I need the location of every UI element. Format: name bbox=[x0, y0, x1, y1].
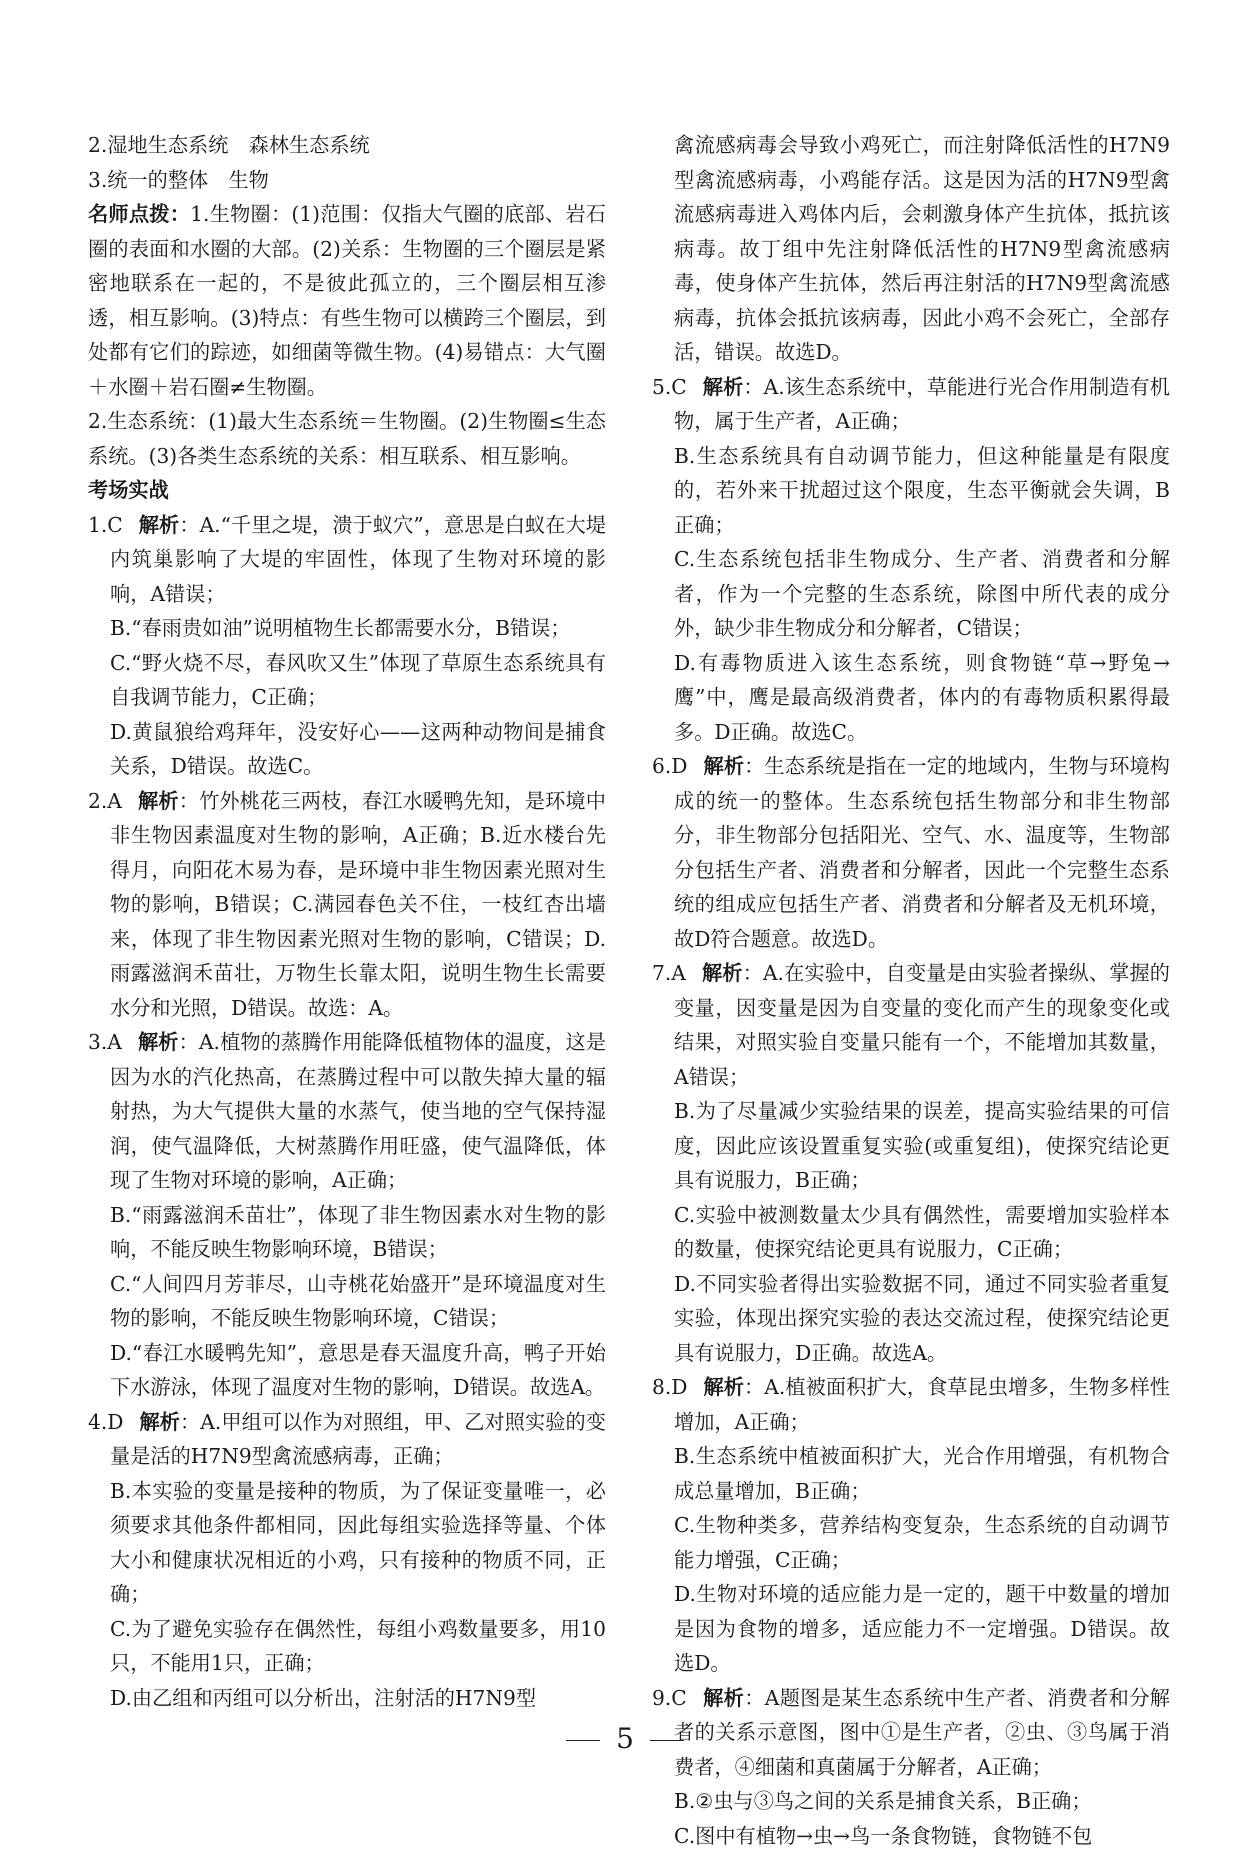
analysis-label: 解析 bbox=[139, 1410, 180, 1434]
analysis-label: 解析 bbox=[703, 1686, 745, 1710]
option-text: D.生物对环境的适应能力是一定的，题干中数量的增加是因为食物的增多，适应能力不一定增强。D错误。故选D。 bbox=[652, 1577, 1170, 1681]
analysis-label: 解析 bbox=[703, 754, 744, 778]
analysis-text: ：A.植被面积扩大，食草昆虫增多，生物多样性增加，A正确； bbox=[674, 1375, 1170, 1434]
answer-key: 1.C bbox=[88, 513, 123, 537]
dash-left bbox=[566, 1740, 600, 1741]
answer-key: 8.D bbox=[652, 1375, 687, 1399]
tips-paragraph-2: 2.生态系统：(1)最大生态系统＝生物圈。(2)生物圈≤生态系统。(3)各类生态系统的关系：相互联系、相互影响。 bbox=[88, 404, 606, 473]
option-text: B.生态系统具有自动调节能力，但这种能量是有限度的，若外来干扰超过这个限度，生态平衡就会失调，B正确； bbox=[652, 439, 1170, 543]
question-3 bbox=[88, 1025, 606, 1198]
answer-key: 9.C bbox=[652, 1686, 687, 1710]
analysis-text: ：A题图是某生态系统中生产者、消费者和分解者的关系示意图，图中①是生产者，②虫、③鸟属于消费者，④细菌和真菌属于分解者，A正确； bbox=[674, 1686, 1170, 1779]
question-5 bbox=[652, 370, 1170, 439]
option-text: C.实验中被测数量太少具有偶然性，需要增加实验样本的数量，使探究结论更具有说服力，C正确； bbox=[652, 1198, 1170, 1267]
answer-line: 2.湿地生态系统 森林生态系统 bbox=[88, 128, 606, 163]
option-text: C.生物种类多，营养结构变复杂，生态系统的自动调节能力增强，C正确； bbox=[652, 1508, 1170, 1577]
option-text: B.为了尽量减少实验结果的误差，提高实验结果的可信度，因此应该设置重复实验(或重复组)，使探究结论更具有说服力，B正确； bbox=[652, 1094, 1170, 1198]
option-text: D.有毒物质进入该生态系统，则食物链“草→野兔→鹰”中，鹰是最高级消费者，体内的有毒物质积累得最多。D正确。故选C。 bbox=[652, 646, 1170, 750]
option-text: B.生态系统中植被面积扩大，光合作用增强，有机物合成总量增加，B正确； bbox=[652, 1439, 1170, 1508]
analysis-text: ：A.在实验中，自变量是由实验者操纵、掌握的变量，因变量是因为自变量的变化而产生的现象变化或结果，对照实验自变量只能有一个，不能增加其数量，A错误； bbox=[674, 961, 1170, 1089]
option-text: B.“雨露滋润禾苗壮”，体现了非生物因素水对生物的影响，不能反映生物影响环境，B错误； bbox=[88, 1198, 606, 1267]
tips-paragraph bbox=[88, 197, 606, 404]
option-text: D.不同实验者得出实验数据不同，通过不同实验者重复实验，体现出探究实验的表达交流过程，使探究结论更具有说服力，D正确。故选A。 bbox=[652, 1267, 1170, 1371]
option-text: C.为了避免实验存在偶然性，每组小鸡数量要多，用10只，不能用1只，正确； bbox=[88, 1612, 606, 1681]
option-text: C.“人间四月芳菲尽，山寺桃花始盛开”是环境温度对生物的影响，不能反映生物影响环境，C错误； bbox=[88, 1267, 606, 1336]
analysis-text: ：生态系统是指在一定的地域内，生物与环境构成的统一的整体。生态系统包括生物部分和非生物部分，非生物部分包括阳光、空气、水、温度等，生物部分包括生产者、消费者和分解者，因此一个完整生态系统的组成应包括生产者、消费者和分解者及无机环境，故D符合题意。故选D。 bbox=[674, 754, 1170, 951]
option-text: C.“野火烧不尽，春风吹又生”体现了草原生态系统具有自我调节能力，C正确； bbox=[88, 646, 606, 715]
left-column bbox=[88, 128, 606, 1715]
analysis-label: 解析 bbox=[702, 961, 743, 985]
option-text: B.“春雨贵如油”说明植物生长都需要水分，B错误； bbox=[88, 611, 606, 646]
option-text: 禽流感病毒会导致小鸡死亡，而注射降低活性的H7N9型禽流感病毒，小鸡能存活。这是因为活的H7N9型禽流感病毒进入鸡体内后，会刺激身体产生抗体，抵抗该病毒。故丁组中先注射降低活性的H7N9型禽流感病毒，使身体产生抗体，然后再注射活的H7N9型禽流感病毒，抗体会抵抗该病毒，因此小鸡不会死亡，全部存活，错误。故选D。 bbox=[652, 128, 1170, 370]
question-2 bbox=[88, 784, 606, 1026]
analysis-text: ：A.植物的蒸腾作用能降低植物体的温度，这是因为水的汽化热高，在蒸腾过程中可以散失掉大量的辐射热，为大气提供大量的水蒸气，使当地的空气保持湿润，使气温降低，大树蒸腾作用旺盛，使气温降低，体现了生物对环境的影响，A正确； bbox=[110, 1030, 606, 1192]
right-column bbox=[652, 128, 1170, 1853]
tips-text: 1.生物圈：(1)范围：仅指大气圈的底部、岩石圈的表面和水圈的大部。(2)关系：生物圈的三个圈层是紧密地联系在一起的，不是彼此孤立的，三个圈层相互渗透，相互影响。(3)特点：有些生物可以横跨三个圈层，到处都有它们的踪迹，如细菌等微生物。(4)易错点：大气圈＋水圈＋岩石圈≠生物圈。 bbox=[88, 202, 606, 399]
answer-line: 3.统一的整体 生物 bbox=[88, 163, 606, 198]
question-6 bbox=[652, 749, 1170, 956]
analysis-text: ：A.甲组可以作为对照组，甲、乙对照实验的变量是活的H7N9型禽流感病毒，正确； bbox=[110, 1410, 606, 1469]
option-text: D.由乙组和丙组可以分析出，注射活的H7N9型 bbox=[88, 1681, 606, 1716]
page-number bbox=[0, 1722, 1250, 1755]
section-heading: 考场实战 bbox=[88, 473, 606, 508]
analysis-text: ：A.“千里之堤，溃于蚁穴”，意思是白蚁在大堤内筑巢影响了大堤的牢固性，体现了生物对环境的影响，A错误； bbox=[110, 513, 606, 606]
question-4 bbox=[88, 1405, 606, 1474]
option-text: C.生态系统包括非生物成分、生产者、消费者和分解者，作为一个完整的生态系统，除图中所代表的成分外，缺少非生物成分和分解者，C错误； bbox=[652, 542, 1170, 646]
question-1 bbox=[88, 508, 606, 612]
analysis-label: 解析 bbox=[139, 513, 180, 537]
option-text: C.图中有植物→虫→鸟一条食物链，食物链不包 bbox=[652, 1819, 1170, 1853]
analysis-label: 解析 bbox=[138, 1030, 179, 1054]
dash-right bbox=[650, 1740, 684, 1741]
option-text: B.本实验的变量是接种的物质，为了保证变量唯一，必须要求其他条件都相同，因此每组实验选择等量、个体大小和健康状况相近的小鸡，只有接种的物质不同，正确； bbox=[88, 1474, 606, 1612]
question-8 bbox=[652, 1370, 1170, 1439]
analysis-text: ：竹外桃花三两枝，春江水暖鸭先知，是环境中非生物因素温度对生物的影响，A正确；B.近水楼台先得月，向阳花木易为春，是环境中非生物因素光照对生物的影响，B错误；C.满园春色关不住，一枝红杏出墙来，体现了非生物因素光照对生物的影响，C错误；D.雨露滋润禾苗壮，万物生长靠太阳，说明生物生长需要水分和光照，D错误。故选：A。 bbox=[110, 789, 606, 1020]
answer-key: 2.A bbox=[88, 789, 122, 813]
option-text: B.②虫与③鸟之间的关系是捕食关系，B正确； bbox=[652, 1784, 1170, 1819]
option-text: D.黄鼠狼给鸡拜年，没安好心——这两种动物间是捕食关系，D错误。故选C。 bbox=[88, 715, 606, 784]
answer-key: 5.C bbox=[652, 375, 687, 399]
option-text: D.“春江水暖鸭先知”，意思是春天温度升高，鸭子开始下水游泳，体现了温度对生物的影响，D错误。故选A。 bbox=[88, 1336, 606, 1405]
analysis-label: 解析 bbox=[703, 1375, 744, 1399]
analysis-text: ：A.该生态系统中，草能进行光合作用制造有机物，属于生产者，A正确； bbox=[674, 375, 1170, 434]
analysis-label: 解析 bbox=[138, 789, 179, 813]
page-number-text: 5 bbox=[616, 1722, 634, 1755]
tips-label: 名师点拨： bbox=[88, 202, 190, 226]
analysis-label: 解析 bbox=[703, 375, 744, 399]
answer-key: 6.D bbox=[652, 754, 687, 778]
question-7 bbox=[652, 956, 1170, 1094]
answer-key: 3.A bbox=[88, 1030, 122, 1054]
answer-key: 7.A bbox=[652, 961, 686, 985]
answer-key: 4.D bbox=[88, 1410, 123, 1434]
